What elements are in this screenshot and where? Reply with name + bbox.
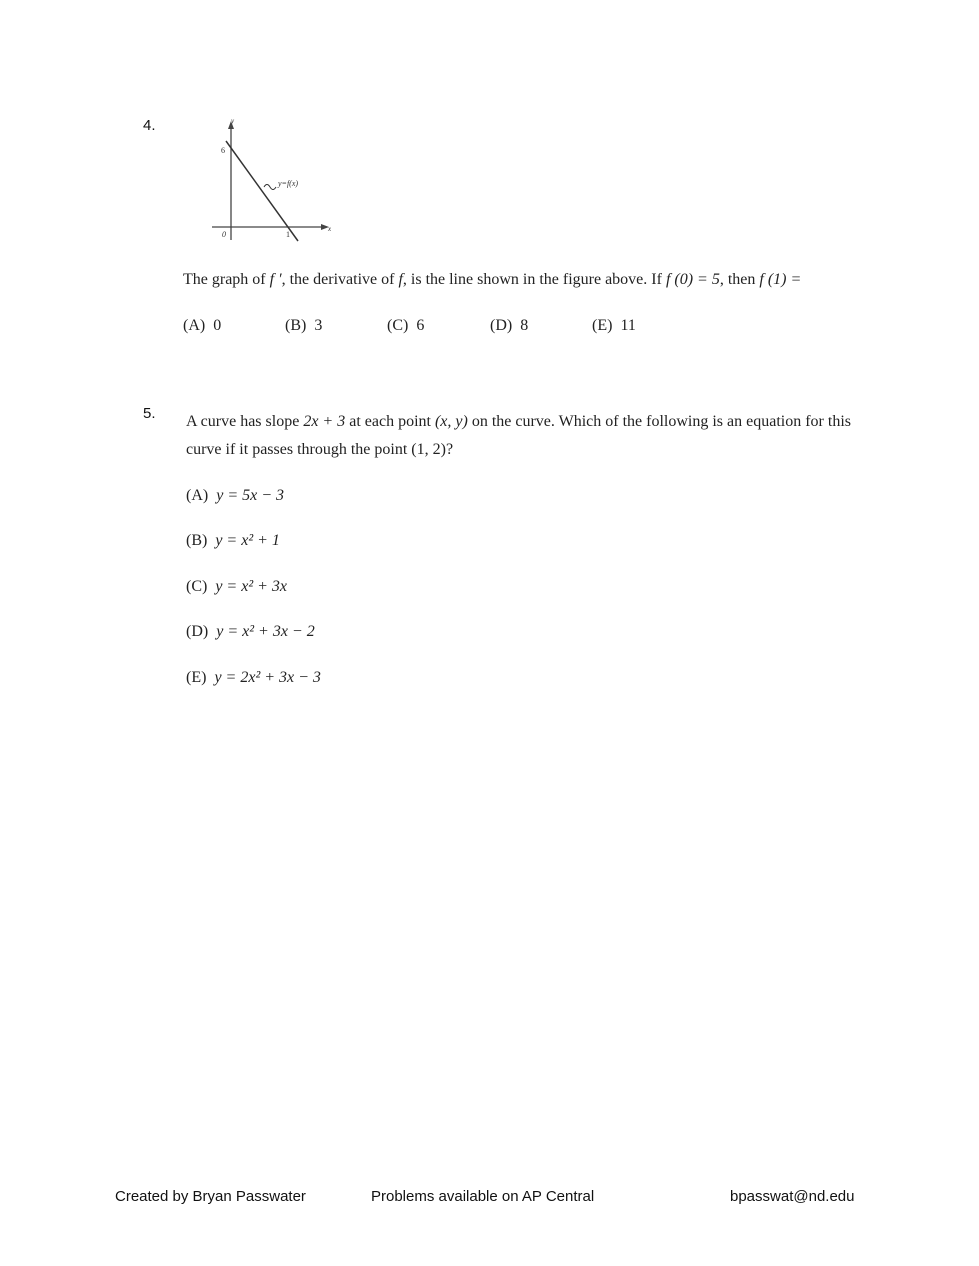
- curve-label-squiggle: [264, 185, 276, 190]
- stem-math-ask: f (1) =: [759, 271, 802, 288]
- question-5-stem-line1: [186, 413, 851, 431]
- q5-choice-e[interactable]: [186, 669, 321, 687]
- stem-math-fprime: f ′: [269, 271, 282, 288]
- choice-text: y = x² + 3x − 2: [216, 623, 315, 640]
- origin-label: 0: [222, 230, 226, 239]
- choice-text: y = x² + 3x: [215, 578, 288, 595]
- choice-letter: (A): [183, 317, 206, 334]
- choice-letter: (D): [186, 623, 209, 640]
- x-intercept-label: 1: [286, 230, 290, 239]
- choice-letter: (E): [186, 669, 207, 686]
- y-intercept-label: 6: [221, 146, 225, 155]
- footer-author: Created by Bryan Passwater: [115, 1188, 306, 1205]
- choice-letter: (B): [186, 532, 208, 549]
- question-4-number: 4.: [143, 117, 156, 134]
- choice-text: 8: [520, 317, 529, 334]
- choice-letter: (C): [387, 317, 409, 334]
- choice-letter: (A): [186, 487, 209, 504]
- choice-letter: (D): [490, 317, 513, 334]
- stem-text: , is the line shown in the figure above. If: [402, 271, 666, 288]
- derivative-line: [226, 141, 298, 241]
- q4-choice-b[interactable]: [285, 317, 322, 335]
- choice-text: y = 2x² + 3x − 3: [214, 669, 321, 686]
- stem-text: ?: [445, 441, 454, 458]
- stem-math-point: (1, 2): [411, 441, 446, 458]
- choice-text: 0: [213, 317, 222, 334]
- choice-letter: (C): [186, 578, 208, 595]
- stem-math-condition: f (0) = 5: [665, 271, 720, 288]
- choice-letter: (E): [592, 317, 613, 334]
- derivative-graph: [208, 115, 338, 245]
- stem-math-f: f: [398, 271, 403, 288]
- choice-text: 6: [416, 317, 425, 334]
- stem-text: , the derivative of: [281, 271, 399, 288]
- choice-text: 3: [314, 317, 323, 334]
- stem-text: , then: [719, 271, 760, 288]
- q5-choice-c[interactable]: [186, 578, 287, 596]
- q4-choice-c[interactable]: [387, 317, 424, 335]
- footer-source: Problems available on AP Central: [371, 1188, 595, 1205]
- stem-math-point: (x, y): [434, 413, 468, 430]
- q4-choice-a[interactable]: [183, 317, 221, 335]
- x-axis-label: x: [328, 225, 332, 233]
- question-5-number: 5.: [143, 405, 156, 422]
- stem-math-slope: 2x + 3: [303, 413, 346, 430]
- choice-text: 11: [620, 317, 636, 334]
- question-5-stem-line2: [186, 441, 453, 459]
- q4-choice-e[interactable]: [592, 317, 636, 335]
- stem-text: curve if it passes through the point: [186, 441, 412, 458]
- stem-text: on the curve. Which of the following is an equation for this: [467, 413, 851, 430]
- stem-text: The graph of: [183, 271, 270, 288]
- choice-text: y = x² + 1: [215, 532, 280, 549]
- stem-text: A curve has slope: [186, 413, 304, 430]
- curve-label: y=f(x): [278, 179, 299, 188]
- q5-choice-d[interactable]: [186, 623, 315, 641]
- q5-choice-a[interactable]: [186, 487, 284, 505]
- choice-letter: (B): [285, 317, 307, 334]
- q4-choice-d[interactable]: [490, 317, 528, 335]
- footer-email: bpasswat@nd.edu: [730, 1188, 855, 1205]
- q5-choice-b[interactable]: [186, 532, 280, 550]
- question-4-stem: [183, 271, 801, 289]
- y-axis-label: y: [231, 117, 235, 125]
- choice-text: y = 5x − 3: [216, 487, 285, 504]
- stem-text: at each point: [345, 413, 435, 430]
